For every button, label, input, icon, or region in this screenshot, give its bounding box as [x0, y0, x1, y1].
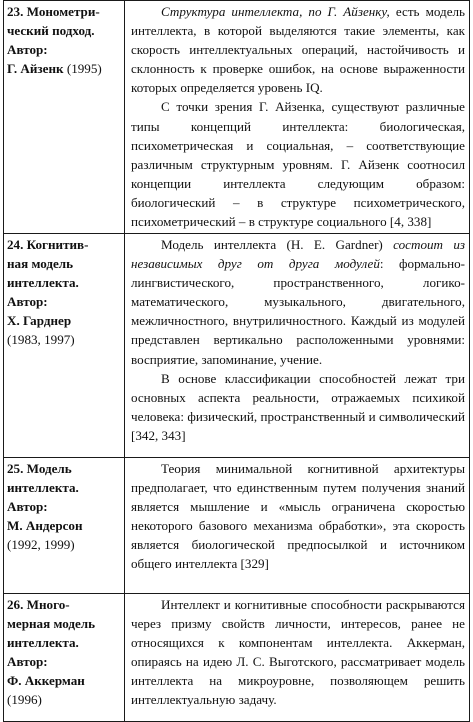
author-name: М. Андерсон [7, 518, 83, 534]
description-paragraph [131, 235, 465, 369]
author-year: (1983, 1997) [7, 332, 75, 348]
emphasized-text: состоит из независимых друг от друга модулей [131, 237, 465, 272]
model-title-line: интеллекта. [7, 635, 79, 651]
paragraph-text: есть модель интеллекта, в которой выделяются такие элементы, как скорость интеллектуальных операций, настойчивость и склонность к проверке ошибок, на основе выраженности которых определяется уровень IQ. [131, 4, 466, 96]
table-row [4, 1, 470, 234]
author-label: Автор: [7, 499, 48, 515]
intelligence-models-table [3, 0, 470, 722]
model-description-cell [125, 458, 470, 594]
author-year: (1995) [63, 61, 102, 77]
model-label-cell [4, 234, 125, 458]
model-title-line: ческий подход. [7, 23, 95, 39]
table-row [4, 594, 470, 722]
model-title-line: мерная модель [7, 616, 96, 632]
model-title-line: 24. Когнитив- [7, 237, 89, 252]
model-title-line: 26. Много- [7, 597, 70, 612]
model-label-cell [4, 458, 125, 594]
author-name: Х. Гарднер [7, 313, 72, 329]
model-description-cell [125, 594, 470, 722]
author-line [7, 59, 121, 78]
model-label-cell [4, 1, 125, 234]
description-paragraph: В основе классификации способностей лежат три основных аспекта реальности, отражаемых психикой человека: физический, пространственный и символический [342, 343] [131, 370, 465, 443]
description-paragraph: С точки зрения Г. Айзенка, существуют различные типы концепций интеллекта: биологическая, психометрическая и социальная, – соответствующие различным структурным уровням. Г. Айзенк соотносил концепции интеллекта следующим образом: биологический – в структуре психометрического, психометрический – в структуре социального [4, 338] [131, 99, 465, 230]
author-label: Автор: [7, 42, 48, 58]
author-name: Ф. Аккерман [7, 673, 85, 689]
model-title-line: интеллекта. [7, 275, 79, 291]
model-label-cell [4, 594, 125, 722]
table-row [4, 234, 470, 458]
model-title-line: 23. Монометри- [7, 4, 100, 19]
paragraph-text: : формально-лингвистического, пространственного, логико-математического, музыкального, двигательного, межличностного, внутриличностного. Каждый из модулей представлен вертикально расположенными уровнями: восприятие, запоминание, учение. [131, 256, 465, 367]
author-label: Автор: [7, 294, 48, 310]
model-description-cell [125, 1, 470, 234]
description-paragraph: Теория минимальной когнитивной архитектуры предполагает, что единственным путем получения знаний является мышление и «мысль ограничена скоростью некоторого базового механизма обработки», эта скорость является биологической предпосылкой и источником общего интеллекта [329] [131, 461, 465, 572]
emphasized-text: Структура интеллекта, по Г. Айзенку, [161, 4, 390, 19]
model-title-line: 25. Модель [7, 461, 72, 476]
author-label: Автор: [7, 654, 48, 670]
author-year: (1996) [7, 692, 42, 708]
description-paragraph [131, 2, 465, 97]
paragraph-text: Модель интеллекта (H. E. Gardner) [161, 237, 394, 252]
model-description-cell [125, 234, 470, 458]
description-paragraph: Интеллект и когнитивные способности раскрываются через призму свойств личности, интересов, ранее не относящихся к компонентам интеллекта. Аккерман, опираясь на идею Л. С. Выготского, рассматривает модель интеллекта на микроуровне, позволяющем решить интеллектуальную задачу. [131, 597, 465, 708]
table-row [4, 458, 470, 594]
author-name: Г. Айзенк [7, 61, 64, 77]
model-title-line: интеллекта. [7, 480, 79, 496]
model-title-line: ная модель [7, 256, 74, 272]
author-year: (1992, 1999) [7, 537, 75, 553]
